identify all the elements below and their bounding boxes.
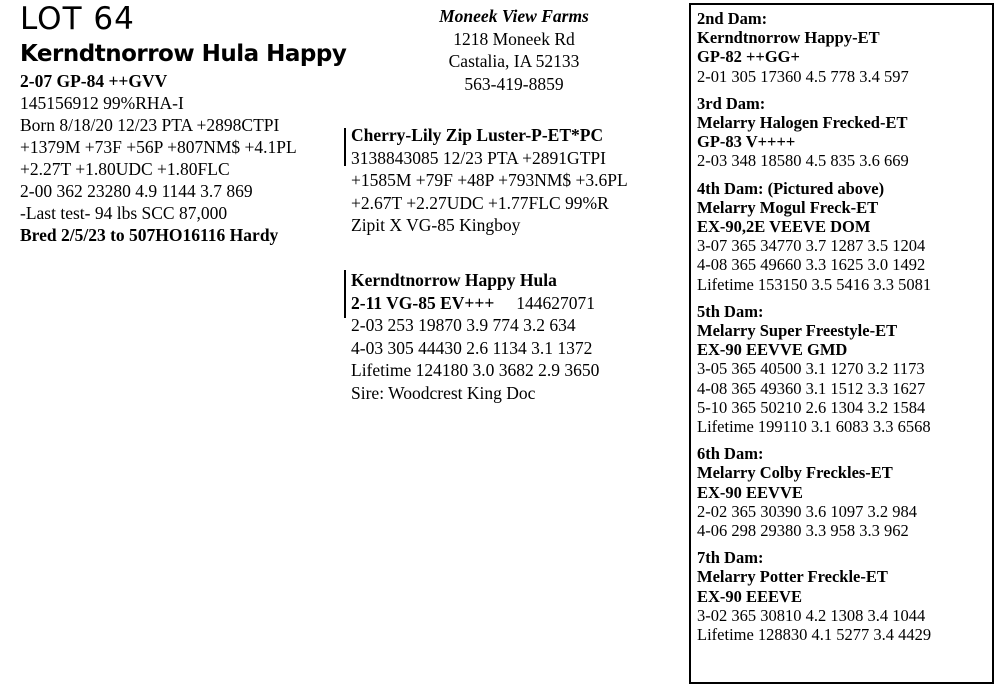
dam-line: Lifetime 124180 3.0 3682 2.9 3650 <box>351 360 600 380</box>
pta-line-2: +2.27T +1.80UDC +1.80FLC <box>20 159 230 179</box>
dam-title: 6th Dam: <box>697 444 764 464</box>
pedigree-bracket-sire <box>344 128 346 166</box>
dam-score: EX-90 EEVVE GMD <box>697 340 848 360</box>
dam-score: EX-90,2E VEEVE DOM <box>697 217 871 237</box>
dam-name: Kerndtnorrow Happy-ET <box>697 28 880 48</box>
last-test-line: -Last test- 94 lbs SCC 87,000 <box>20 203 228 223</box>
dam-record: Lifetime 199110 3.1 6083 3.3 6568 <box>697 417 931 437</box>
dam-2 <box>697 9 992 86</box>
dam-score: GP-83 V++++ <box>697 132 796 152</box>
dam-block <box>351 269 599 404</box>
dam-name: Melarry Super Freestyle-ET <box>697 321 898 341</box>
farm-street: 1218 Moneek Rd <box>453 28 575 49</box>
dam-title: 5th Dam: <box>697 301 764 321</box>
dam-record: 3-05 365 40500 3.1 1270 3.2 1173 <box>697 359 925 379</box>
cow-details <box>20 70 297 246</box>
dam-title: 4th Dam: (Pictured above) <box>697 178 885 198</box>
dam-name: Melarry Halogen Frecked-ET <box>697 113 908 133</box>
dam-5 <box>697 302 992 436</box>
dam-record: 4-08 365 49360 3.1 1512 3.3 1627 <box>697 378 926 398</box>
dam-reg: 144627071 <box>516 292 595 313</box>
dam-title: 7th Dam: <box>697 548 764 568</box>
dam-record: 5-10 365 50210 2.6 1304 3.2 1584 <box>697 397 926 417</box>
pedigree-bracket-dam <box>344 270 346 318</box>
dam-name: Melarry Mogul Freck-ET <box>697 197 879 217</box>
dam-record: 4-08 365 49660 3.3 1625 3.0 1492 <box>697 255 926 275</box>
dam-score: GP-82 ++GG+ <box>697 47 800 67</box>
farm-info <box>400 5 628 95</box>
dam-score: EX-90 EEEVE <box>697 586 802 606</box>
dam-6 <box>697 444 992 540</box>
dam-7 <box>697 548 992 644</box>
sire-line: Zipit X VG-85 Kingboy <box>351 215 521 235</box>
pta-line-1: +1379M +73F +56P +807NM$ +4.1PL <box>20 137 297 157</box>
dam-class: 2-11 VG-85 EV+++ <box>351 292 495 313</box>
classification-line: 2-07 GP-84 ++GVV <box>20 71 168 91</box>
lot-number: LOT 64 <box>20 1 135 37</box>
registration-line: 145156912 99%RHA-I <box>20 93 184 113</box>
sire-name: Cherry-Lily Zip Luster-P-ET*PC <box>351 125 604 145</box>
dam-record: Lifetime 153150 3.5 5416 3.3 5081 <box>697 274 932 294</box>
farm-name: Moneek View Farms <box>439 6 589 26</box>
dam-line: 2-03 253 19870 3.9 774 3.2 634 <box>351 315 576 335</box>
breeding-line: Bred 2/5/23 to 507HO16116 Hardy <box>20 225 279 245</box>
farm-phone: 563-419-8859 <box>464 73 564 94</box>
sire-block <box>351 124 628 237</box>
dam-record: 2-01 305 17360 4.5 778 3.4 597 <box>697 66 909 86</box>
farm-city: Castalia, IA 52133 <box>448 51 580 71</box>
dam-record: 4-06 298 29380 3.3 958 3.3 962 <box>697 521 909 541</box>
dam-name: Melarry Colby Freckles-ET <box>697 463 893 483</box>
dam-4 <box>697 179 992 294</box>
dam-record: 3-02 365 30810 4.2 1308 3.4 1044 <box>697 605 926 625</box>
dam-title: 3rd Dam: <box>697 93 766 113</box>
dam-record: 3-07 365 34770 3.7 1287 3.5 1204 <box>697 236 926 256</box>
dam-line: 4-03 305 44430 2.6 1134 3.1 1372 <box>351 337 593 358</box>
pedigree-box <box>689 3 994 684</box>
cow-name: Kerndtnorrow Hula Happy <box>20 41 347 67</box>
dam-class-row <box>351 292 599 315</box>
dam-name: Kerndtnorrow Happy Hula <box>351 270 557 290</box>
birth-pta-line: Born 8/18/20 12/23 PTA +2898CTPI <box>20 115 280 135</box>
sire-line: +2.67T +2.27UDC +1.77FLC 99%R <box>351 192 609 213</box>
dam-3 <box>697 94 992 171</box>
sire-line: 3138843085 12/23 PTA +2891GTPI <box>351 147 606 168</box>
dam-line: Sire: Woodcrest King Doc <box>351 382 536 403</box>
dam-score: EX-90 EEVVE <box>697 482 803 502</box>
record-line: 2-00 362 23280 4.9 1144 3.7 869 <box>20 181 253 201</box>
sire-line: +1585M +79F +48P +793NM$ +3.6PL <box>351 170 628 190</box>
dam-record: Lifetime 128830 4.1 5277 3.4 4429 <box>697 625 932 645</box>
dam-record: 2-03 348 18580 4.5 835 3.6 669 <box>697 151 909 171</box>
dam-name: Melarry Potter Freckle-ET <box>697 567 888 587</box>
dam-record: 2-02 365 30390 3.6 1097 3.2 984 <box>697 501 917 521</box>
dam-title: 2nd Dam: <box>697 9 768 28</box>
